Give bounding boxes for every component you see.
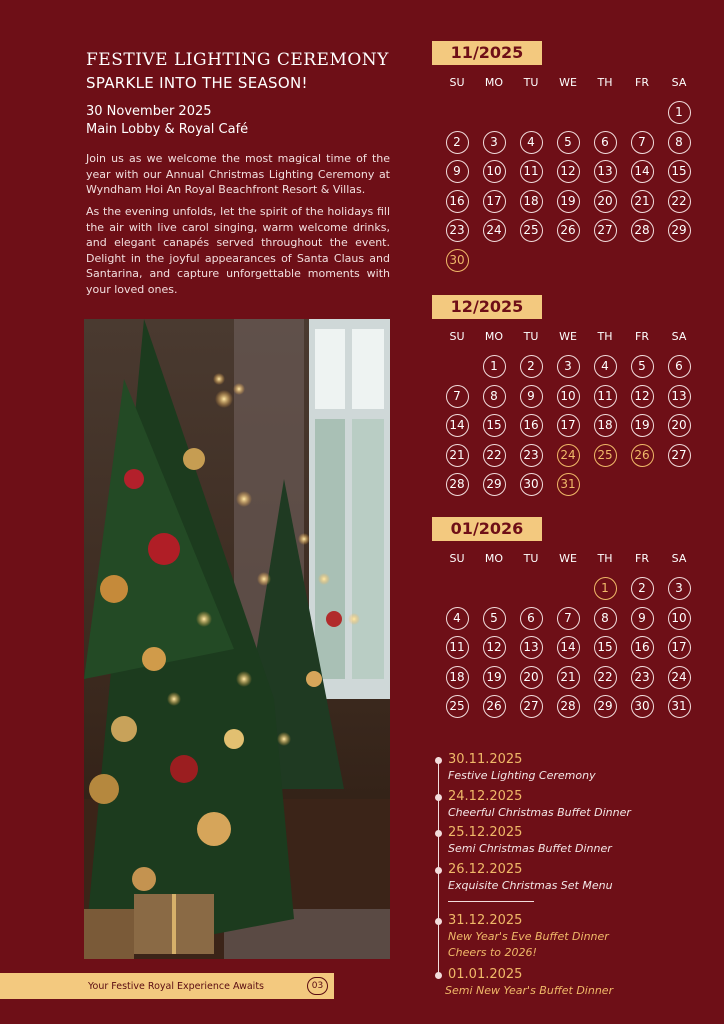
calendar-day: 25 [594,444,617,467]
calendar-day: 24 [668,666,691,689]
calendar-day: 25 [446,695,469,718]
calendar-day: 9 [520,385,543,408]
calendar-day: 26 [631,444,654,467]
event-subtitle: SPARKLE INTO THE SEASON! [86,74,308,92]
calendar-day: 17 [668,636,691,659]
calendar-day: 7 [446,385,469,408]
christmas-tree-photo [84,319,390,959]
calendar-day: 2 [446,131,469,154]
timeline-dot [435,794,442,801]
weekday-label: MO [484,552,504,565]
timeline-dot [435,757,442,764]
calendar-day: 17 [557,414,580,437]
calendar-month-label: 11/2025 [432,41,542,65]
calendar-day: 16 [631,636,654,659]
details-paragraph: As the evening unfolds, let the spirit of the holidays fill the air with live carol singing, warm welcome drinks, and elegant canapés served throughout the event. Delight in the joyful appearances of Santa Claus and Santarina, and capture unforgettable moments with your loved ones. [86,205,390,296]
calendar-day: 15 [668,160,691,183]
calendar-day: 9 [446,160,469,183]
calendar-day: 31 [668,695,691,718]
calendar-day: 8 [483,385,506,408]
timeline-description: Semi Christmas Buffet Dinner [448,842,612,855]
calendar-day: 20 [520,666,543,689]
calendar-day: 3 [668,577,691,600]
calendar-day: 23 [631,666,654,689]
weekday-label: MO [484,330,504,343]
timeline-date: 25.12.2025 [448,825,523,840]
calendar-day: 6 [668,355,691,378]
calendar-day: 20 [594,190,617,213]
page-number: 03 [307,977,328,995]
calendar-day: 5 [557,131,580,154]
weekday-label: SA [671,330,687,343]
weekday-label: TH [597,76,613,89]
calendar-day: 6 [520,607,543,630]
calendar-day: 25 [520,219,543,242]
calendar-day: 24 [483,219,506,242]
calendar-day: 3 [483,131,506,154]
intro-paragraph: Join us as we welcome the most magical time of the year with our Annual Christmas Lighting Ceremony at Wyndham Hoi An Royal Beachfront Resort & Villas. [86,152,390,196]
calendar-day: 27 [594,219,617,242]
calendar-day: 21 [446,444,469,467]
calendar-day: 27 [520,695,543,718]
calendar-day: 17 [483,190,506,213]
calendar-day: 30 [520,473,543,496]
weekday-label: WE [559,76,577,89]
footer-tagline: Your Festive Royal Experience Awaits [88,981,264,992]
weekday-label: FR [635,76,649,89]
calendar-day: 14 [557,636,580,659]
calendar-day: 1 [483,355,506,378]
weekday-label: TH [597,552,613,565]
calendar-day: 7 [631,131,654,154]
calendar-day: 14 [446,414,469,437]
calendar-day: 26 [557,219,580,242]
calendar-day: 28 [631,219,654,242]
calendar-day: 18 [446,666,469,689]
calendar-day: 22 [483,444,506,467]
timeline-date: 26.12.2025 [448,862,523,877]
calendar-day: 30 [631,695,654,718]
calendar-day: 16 [520,414,543,437]
calendar-day: 21 [557,666,580,689]
calendar-day: 22 [668,190,691,213]
calendar-day: 14 [631,160,654,183]
calendar-day: 23 [446,219,469,242]
timeline-line [438,757,439,975]
calendar-day: 22 [594,666,617,689]
calendar-day: 3 [557,355,580,378]
weekday-label: SU [449,76,465,89]
calendar-day: 9 [631,607,654,630]
timeline-dot [435,972,442,979]
weekday-label: TU [523,330,539,343]
timeline-description: New Year's Eve Buffet Dinner [448,930,609,943]
weekday-label: TH [597,330,613,343]
calendar-day: 8 [594,607,617,630]
calendar-day: 10 [557,385,580,408]
calendar-day: 11 [594,385,617,408]
calendar-day: 13 [668,385,691,408]
timeline-separator [448,901,534,902]
calendar-month-label: 12/2025 [432,295,542,319]
calendar-month-label: 01/2026 [432,517,542,541]
weekday-label: MO [484,76,504,89]
calendar-day: 28 [446,473,469,496]
calendar-day: 10 [668,607,691,630]
weekday-label: WE [559,552,577,565]
calendar-day: 19 [557,190,580,213]
event-venue: Main Lobby & Royal Café [86,122,249,137]
weekday-label: TU [523,76,539,89]
weekday-label: WE [559,330,577,343]
calendar-day: 20 [668,414,691,437]
calendar-day: 11 [520,160,543,183]
weekday-label: SA [671,76,687,89]
calendar-day: 28 [557,695,580,718]
calendar-day: 18 [520,190,543,213]
calendar-day: 29 [483,473,506,496]
event-date: 30 November 2025 [86,104,212,119]
calendar-day: 15 [483,414,506,437]
timeline-dot [435,918,442,925]
weekday-label: TU [523,552,539,565]
calendar-day: 4 [520,131,543,154]
timeline-date: 01.01.2025 [448,967,523,982]
calendar-day: 1 [668,101,691,124]
timeline-date: 31.12.2025 [448,913,523,928]
calendar-day: 12 [631,385,654,408]
calendar-day: 10 [483,160,506,183]
calendar-day: 15 [594,636,617,659]
calendar-day: 13 [594,160,617,183]
calendar-day: 23 [520,444,543,467]
calendar-day: 30 [446,249,469,272]
calendar-day: 2 [520,355,543,378]
calendar-day: 8 [668,131,691,154]
calendar-day: 4 [446,607,469,630]
calendar-day: 26 [483,695,506,718]
calendar-day: 27 [668,444,691,467]
calendar-day: 16 [446,190,469,213]
calendar-day: 11 [446,636,469,659]
calendar-day: 29 [594,695,617,718]
timeline-dot [435,867,442,874]
calendar-day: 2 [631,577,654,600]
calendar-day: 12 [557,160,580,183]
calendar-day: 19 [483,666,506,689]
weekday-label: FR [635,552,649,565]
weekday-label: SA [671,552,687,565]
timeline-description: Semi New Year's Buffet Dinner [445,984,614,997]
calendar-day: 31 [557,473,580,496]
timeline-description: Cheerful Christmas Buffet Dinner [448,806,631,819]
calendar-day: 1 [594,577,617,600]
calendar-day: 18 [594,414,617,437]
timeline-date: 24.12.2025 [448,789,523,804]
event-title: FESTIVE LIGHTING CEREMONY [86,50,389,70]
weekday-label: SU [449,330,465,343]
calendar-day: 12 [483,636,506,659]
calendar-day: 24 [557,444,580,467]
calendar-day: 4 [594,355,617,378]
weekday-label: SU [449,552,465,565]
calendar-day: 7 [557,607,580,630]
timeline-dot [435,830,442,837]
weekday-label: FR [635,330,649,343]
calendar-day: 5 [483,607,506,630]
calendar-day: 29 [668,219,691,242]
timeline-description: Festive Lighting Ceremony [448,769,596,782]
timeline-description: Cheers to 2026! [448,946,537,959]
calendar-day: 13 [520,636,543,659]
calendar-day: 6 [594,131,617,154]
timeline-description: Exquisite Christmas Set Menu [448,879,613,892]
calendar-day: 19 [631,414,654,437]
calendar-day: 5 [631,355,654,378]
footer-bar [0,973,334,999]
calendar-day: 21 [631,190,654,213]
timeline-date: 30.11.2025 [448,752,523,767]
